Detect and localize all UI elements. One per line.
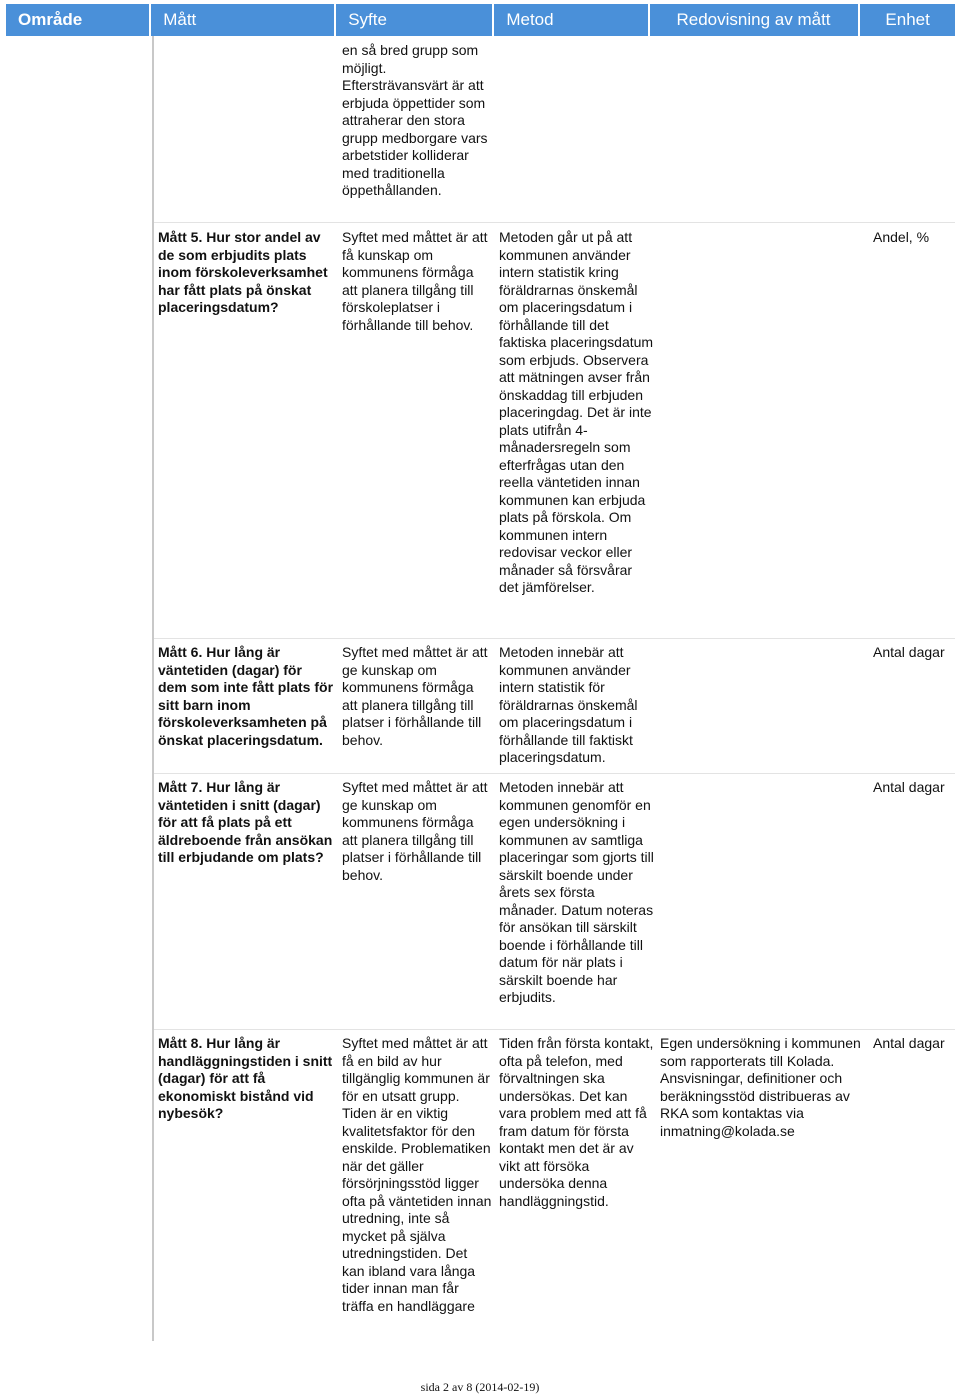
row-redovisning: Egen undersökning i kommunen som rapporterats till Kolada. Ansvisningar, definitioner och beräkningsstöd distribueras av RKA som kontaktas via inmatning@kolada.se — [660, 1035, 861, 1139]
row-metod: Metoden innebär att kommunen genomför en egen undersökning i kommunen av samtliga placeringar som gjorts till särskilt boende under årets sex första månader. Datum noteras för ansökan till särskilt boende i förhållande till datum för när plats i särskilt boende har erbjudits. — [499, 779, 654, 1005]
header-metod: Metod — [494, 4, 647, 36]
row-syfte: Syftet med måttet är att ge kunskap om kommunens förmåga att planera tillgång till platser i förhållande till behov. — [342, 779, 488, 883]
row-enhet: Antal dagar — [873, 644, 945, 660]
header-enhet: Enhet — [860, 4, 955, 36]
row-metod: Tiden från första kontakt, ofta på telefon, med förvaltningen ska undersökas. Det kan vara problem med att få fram datum för första kontakt men det är av vikt att försöka undersöka denna handläggningstid. — [499, 1035, 654, 1209]
header-matt: Mått — [151, 4, 334, 36]
row-matt: Mått 6. Hur lång är väntetiden (dagar) för dem som inte fått plats för sitt barn inom förskoleverksamheten på önskat placeringsdatum. — [158, 644, 334, 748]
column-divider — [152, 36, 154, 1341]
row-matt: Mått 5. Hur stor andel av de som erbjudits plats inom förskoleverksamhet har fått plats på önskat placeringsdatum? — [158, 229, 328, 315]
header-syfte: Syfte — [336, 4, 492, 36]
row-enhet: Andel, % — [873, 229, 930, 245]
row-syfte: Syftet med måttet är att ge kunskap om kommunens förmåga att planera tillgång till platser i förhållande till behov. — [342, 644, 488, 748]
table-header — [6, 4, 955, 36]
row-syfte: Syftet med måttet är att få kunskap om kommunens förmåga att planera tillgång till förskoleplatser i förhållande till behov. — [342, 229, 488, 333]
page-footer: sida 2 av 8 (2014-02-19) — [420, 1380, 540, 1394]
row-metod: Metoden innebär att kommunen använder intern statistik för föräldrarnas önskemål om placeringsdatum i förhållande till faktiskt placeringsdatum. — [499, 644, 638, 765]
row-divider — [154, 638, 955, 639]
row-matt: Mått 7. Hur lång är väntetiden i snitt (dagar) för att få plats på ett äldreboende från ansökan till erbjudande om plats? — [158, 779, 333, 865]
row-metod: Metoden går ut på att kommunen använder intern statistik kring föräldrarnas önskemål om placeringsdatum i förhållande till det faktiska placeringsdatum som erbjuds. Observera att mätningen avser från önskaddag till erbjuden placeringdag. Det är inte plats utifrån 4-månadersregeln som efterfrågas utan den reella väntetiden innan kommunen kan erbjuda plats på förskola. Om kommunen intern redovisar veckor eller månader så försvårar det jämförelser. — [499, 229, 654, 595]
row-divider — [154, 773, 955, 774]
row-divider — [154, 1029, 955, 1030]
row-enhet: Antal dagar — [873, 1035, 945, 1051]
row-enhet: Antal dagar — [873, 779, 945, 795]
row-divider — [154, 222, 955, 223]
header-omrade: Område — [6, 4, 149, 36]
row-matt: Mått 8. Hur lång är handläggningstiden i snitt (dagar) för att få ekonomiskt bistånd vid nybesök? — [158, 1035, 333, 1121]
row-syfte: Syftet med måttet är att få en bild av hur tillgänglig kommunen är för en utsatt grupp. Tiden är en viktig kvalitetsfaktor för den enskilde. Problematiken när det gäller försörjningsstöd ligger ofta på väntetiden innan utredning, inte så mycket på själva utredningstiden. Det kan ibland vara långa tider innan man får träffa en handläggare — [342, 1035, 492, 1314]
header-redovisning: Redovisning av mått — [650, 4, 859, 36]
continuation-syfte: en så bred grupp som möjligt. Eftersträvansvärt är att erbjuda öppettider som attraherar den stora grupp medborgare vars arbetstider kolliderar med traditionella öppethållanden. — [342, 42, 488, 198]
